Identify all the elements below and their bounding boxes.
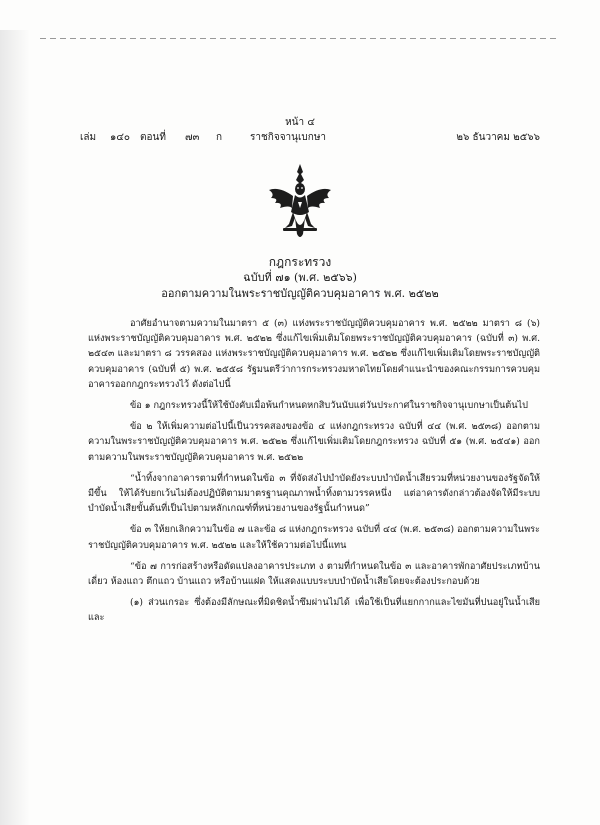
title-block xyxy=(0,254,600,302)
clause-2: ข้อ ๒ ให้เพิ่มความต่อไปนี้เป็นวรรคสองของข้อ ๔ แห่งกฎกระทรวง ฉบับที่ ๔๔ (พ.ศ. ๒๕๓๘) ออกตามความในพระราชบัญญัติควบคุมอาคาร พ.ศ. ๒๕๒๒ ซึ่งแก้ไขเพิ่มเติมโดยกฎกระทรวง ฉบับที่ ๕๑ (พ.ศ. ๒๕๔๑) ออกตามความในพระราชบัญญัติควบคุมอาคาร พ.ศ. ๒๕๒๒ xyxy=(88,421,540,463)
gazette-name: ราชกิจจานุเบกษา xyxy=(250,132,327,143)
enabling-act: ออกตามความในพระราชบัญญัติควบคุมอาคาร พ.ศ. ๒๕๒๒ xyxy=(161,287,439,300)
volume-label: เล่ม xyxy=(80,132,97,143)
document-body xyxy=(88,316,540,632)
page-number: หน้า ๔ xyxy=(285,117,315,128)
preamble: อาศัยอำนาจตามความในมาตรา ๕ (๓) แห่งพระราชบัญญัติควบคุมอาคาร พ.ศ. ๒๕๒๒ มาตรา ๘ (๖) แห่งพระราชบัญญัติควบคุมอาคาร พ.ศ. ๒๕๒๒ ซึ่งแก้ไขเพิ่มเติมโดยพระราชบัญญัติควบคุมอาคาร (ฉบับที่ ๓) พ.ศ. ๒๕๔๓ และมาตรา ๘ วรรคสอง แห่งพระราชบัญญัติควบคุมอาคาร พ.ศ. ๒๕๒๒ ซึ่งแก้ไขเพิ่มเติมโดยพระราชบัญญัติควบคุมอาคาร (ฉบับที่ ๕) พ.ศ. ๒๕๕๘ รัฐมนตรีว่าการกระทรวงมหาดไทยโดยคำแนะนำของคณะกรรมการควบคุมอาคารออกกฎกระทรวงไว้ ดังต่อไปนี้ xyxy=(88,318,540,390)
garuda-emblem-icon xyxy=(265,162,335,242)
clause-3: ข้อ ๓ ให้ยกเลิกความในข้อ ๗ และข้อ ๘ แห่งกฎกระทรวง ฉบับที่ ๔๔ (พ.ศ. ๒๕๓๘) ออกตามความในพระราชบัญญัติควบคุมอาคาร พ.ศ. ๒๕๒๒ และให้ใช้ความต่อไปนี้แทน xyxy=(88,524,540,551)
clause-7-item-1: (๑) ส่วนเกรอะ ซึ่งต้องมีลักษณะที่มิดชิดน้ำซึมผ่านไม่ได้ เพื่อใช้เป็นที่แยกกากและไขมันที่ปนอยู่ในน้ำเสีย และ xyxy=(88,597,540,624)
regulation-number: ฉบับที่ ๗๑ (พ.ศ. ๒๕๖๖) xyxy=(243,271,357,284)
section-label: ตอนที่ xyxy=(140,132,166,143)
clause-1: ข้อ ๑ กฎกระทรวงนี้ให้ใช้บังคับเมื่อพ้นกำหนดหกสิบวันนับแต่วันประกาศในราชกิจจานุเบกษาเป็นต้นไป xyxy=(130,400,528,412)
scan-edge xyxy=(0,30,30,825)
clause-7-quoted-text: “ข้อ ๗ การก่อสร้างหรือดัดแปลงอาคารประเภท ง ตามที่กำหนดในข้อ ๓ และอาคารพักอาศัยประเภทบ้านเดี่ยว ห้องแถว ตึกแถว บ้านแถว หรือบ้านแฝด ให้แสดงแบบระบบบำบัดน้ำเสียโดยจะต้องประกอบด้วย xyxy=(88,560,540,588)
document-title: กฎกระทรวง xyxy=(268,255,332,269)
clause-2-quoted-text: “น้ำทิ้งจากอาคารตามที่กำหนดในข้อ ๓ ที่จัดส่งไปบำบัดยังระบบบำบัดน้ำเสียรวมที่หน่วยงานของรัฐจัดให้มีขึ้น ให้ได้รับยกเว้นไม่ต้องปฏิบัติตามมาตรฐานคุณภาพน้ำทิ้งตามวรรคหนึ่ง แต่อาคารดังกล่าวต้องจัดให้มีระบบบำบัดน้ำเสียขั้นต้นที่เป็นไปตามหลักเกณฑ์ที่หน่วยงานของรัฐนั้นกำหนด” xyxy=(88,472,540,515)
volume-number: ๑๔๐ xyxy=(110,132,131,143)
scan-top-rule xyxy=(40,38,560,39)
gazette-header xyxy=(80,130,540,146)
section-number: ๗๓ xyxy=(185,132,200,143)
section-kind: ก xyxy=(216,132,223,143)
publication-date: ๒๖ ธันวาคม ๒๕๖๖ xyxy=(456,132,540,143)
